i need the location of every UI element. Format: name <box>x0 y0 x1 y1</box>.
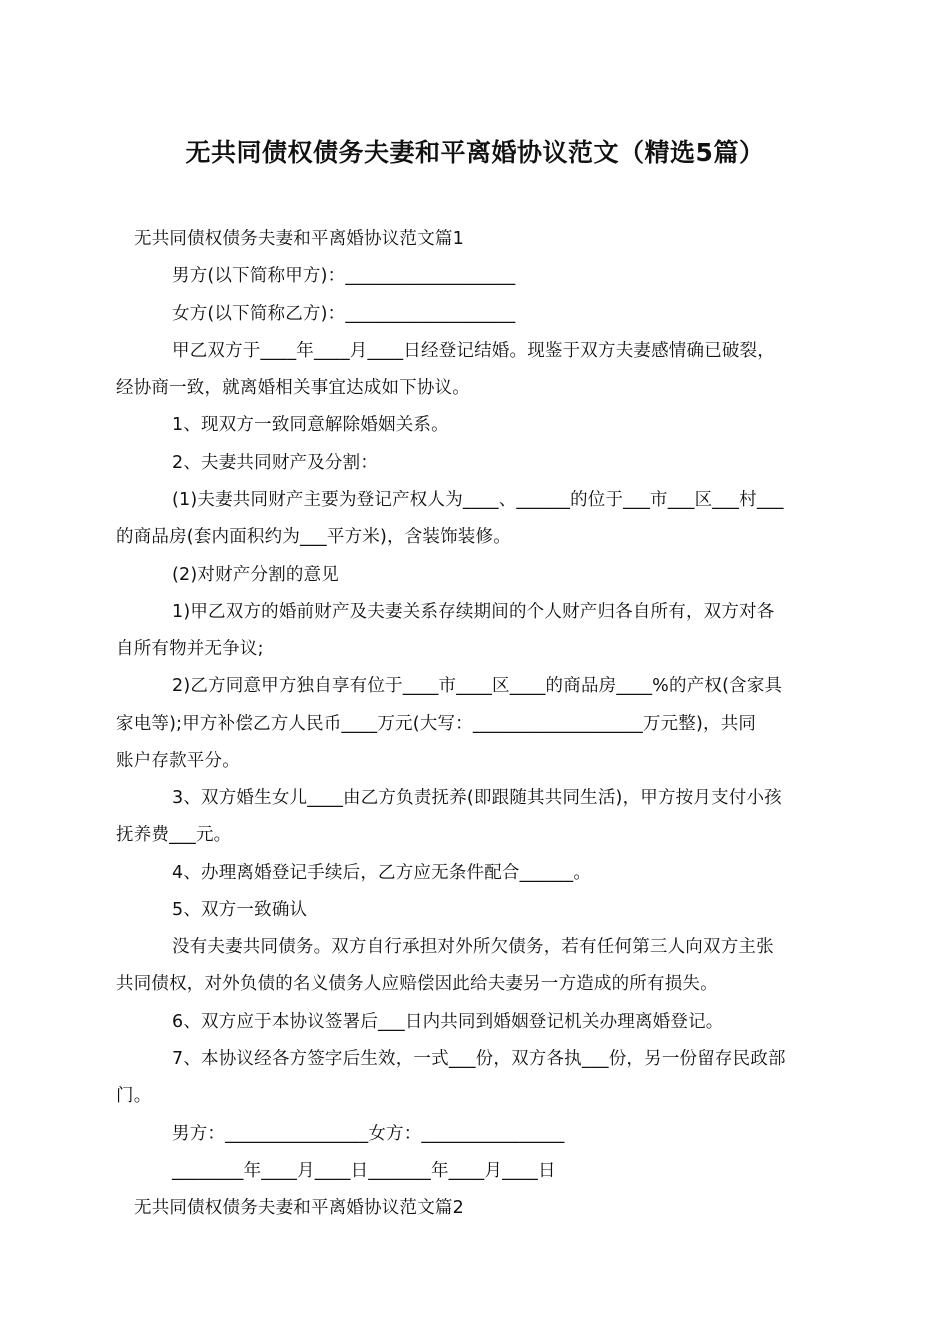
clause-line: 3、双方婚生女儿____由乙方负责抚养(即跟随其共同生活)，甲方按月支付小孩 <box>172 788 782 808</box>
clause-line: 的商品房(套内面积约为___平方米)，含装饰装修。 <box>116 527 511 547</box>
paragraph-line: 甲乙双方于____年____月____日经登记结婚。现鉴于双方夫妻感情确已破裂， <box>172 341 775 361</box>
clause-line: 6、双方应于本协议签署后___日内共同到婚姻登记机关办理离婚登记。 <box>172 1012 724 1032</box>
clause-line: 自所有物并无争议; <box>116 639 264 659</box>
clause-line: (2)对财产分割的意见 <box>172 565 339 585</box>
clause-line: 共同债权，对外负债的名义债务人应赔偿因此给夫妻另一方造成的所有损失。 <box>116 974 718 994</box>
clause-line: 5、双方一致确认 <box>172 900 308 920</box>
signature-line: 男方：________________女方：________________ <box>172 1124 565 1144</box>
clause-line: 没有夫妻共同债务。双方自行承担对外所欠债务，若有任何第三人向双方主张 <box>172 937 774 957</box>
party-husband-line: 男方(以下简称甲方)：___________________ <box>172 266 516 286</box>
section-heading-1: 无共同债权债务夫妻和平离婚协议范文篇1 <box>134 229 464 249</box>
clause-line: 2、夫妻共同财产及分割： <box>172 453 379 473</box>
party-wife-line: 女方(以下简称乙方)：___________________ <box>172 304 516 324</box>
clause-line: 1、现双方一致同意解除婚姻关系。 <box>172 415 449 435</box>
clause-line: 门。 <box>116 1086 152 1106</box>
clause-line: 4、办理离婚登记手续后，乙方应无条件配合______。 <box>172 863 592 883</box>
section-heading-2: 无共同债权债务夫妻和平离婚协议范文篇2 <box>134 1198 464 1218</box>
clause-line: 账户存款平分。 <box>116 751 240 771</box>
clause-line: 家电等);甲方补偿乙方人民币____万元(大写：___________________万元整)，共同 <box>116 714 757 734</box>
clause-line: 7、本协议经各方签字后生效，一式___份，双方各执___份，另一份留存民政部 <box>172 1049 786 1069</box>
clause-line: (1)夫妻共同财产主要为登记产权人为____、______的位于___市___区___村___ <box>172 490 784 510</box>
clause-line: 抚养费___元。 <box>116 825 232 845</box>
date-line: ________年____月____日_______年____月____日 <box>172 1161 556 1181</box>
clause-line: 1)甲乙双方的婚前财产及夫妻关系存续期间的个人财产归各自所有，双方对各 <box>172 602 775 622</box>
document-title: 无共同债权债务夫妻和平离婚协议范文（精选5篇） <box>185 138 765 167</box>
clause-line: 2)乙方同意甲方独自享有位于____市____区____的商品房____%的产权(含家具 <box>172 676 783 696</box>
paragraph-line: 经协商一致，就离婚相关事宜达成如下协议。 <box>116 378 470 398</box>
